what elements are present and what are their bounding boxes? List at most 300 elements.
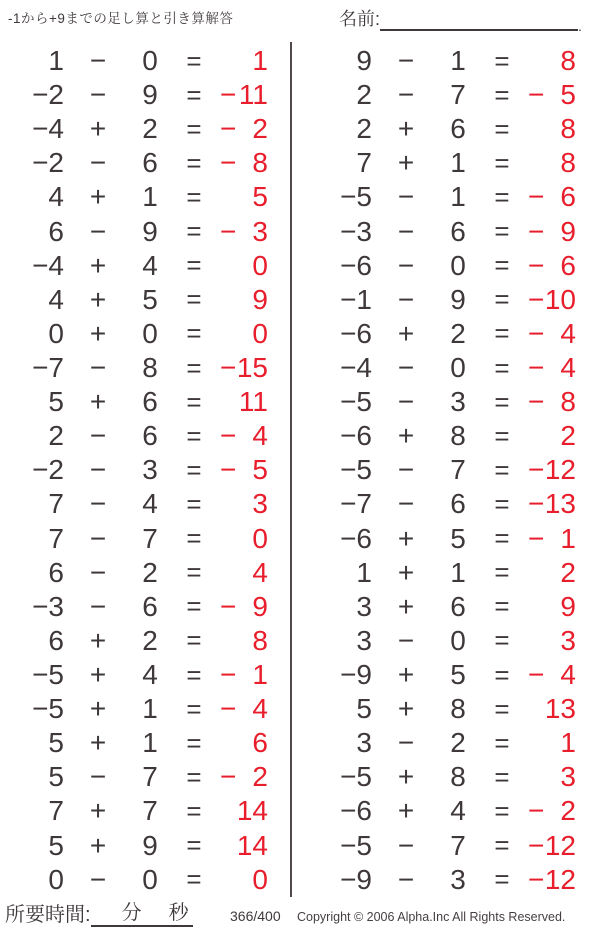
operator-sign: + — [397, 761, 415, 793]
problem-row — [308, 522, 598, 556]
answer-value: 9 — [252, 283, 268, 315]
operator-sign: + — [89, 386, 107, 418]
operand-b: 1 — [450, 45, 466, 77]
problem-row — [308, 215, 598, 249]
answer-minus-sign: − — [528, 386, 545, 418]
equals-sign: = — [186, 591, 202, 622]
answer — [528, 45, 576, 77]
operator-sign: − — [397, 727, 415, 759]
operator-sign: + — [89, 624, 107, 656]
problem-row — [308, 180, 598, 214]
answer — [528, 795, 576, 827]
column-divider-line — [290, 42, 292, 897]
operand-a: −5 — [340, 454, 372, 486]
problem-row — [0, 180, 290, 214]
equals-sign: = — [494, 147, 510, 178]
answer-value: 8 — [560, 113, 576, 145]
operand-b: 1 — [142, 727, 158, 759]
answer-minus-sign: − — [528, 181, 545, 213]
operand-a: −5 — [340, 761, 372, 793]
answer — [528, 693, 576, 725]
problem-row — [308, 794, 598, 828]
problem-row — [308, 419, 598, 453]
answer — [528, 181, 576, 213]
problem-row — [308, 146, 598, 180]
answer-value: 8 — [252, 624, 268, 656]
answer-value: 5 — [560, 79, 576, 111]
operand-a: 5 — [48, 386, 64, 418]
name-line-period: . — [578, 18, 582, 34]
answer — [528, 79, 576, 111]
operator-sign: + — [89, 113, 107, 145]
equals-sign: = — [494, 523, 510, 554]
operand-a: −6 — [340, 795, 372, 827]
problem-row — [0, 794, 290, 828]
answer-value: 9 — [560, 590, 576, 622]
operand-a: −6 — [340, 249, 372, 281]
answer-minus-sign: − — [528, 863, 545, 895]
operand-a: 0 — [48, 317, 64, 349]
operand-a: −9 — [340, 863, 372, 895]
equals-sign: = — [494, 693, 510, 724]
operand-a: −2 — [32, 454, 64, 486]
equals-sign: = — [186, 79, 202, 110]
operator-sign: − — [397, 863, 415, 895]
operand-b: 1 — [450, 181, 466, 213]
equals-sign: = — [494, 113, 510, 144]
worksheet-title: -1から+9までの足し算と引き算解答 — [8, 11, 234, 26]
answer-value: 14 — [236, 829, 268, 861]
answer — [528, 386, 576, 418]
operator-sign: + — [89, 727, 107, 759]
answer-value: 1 — [560, 522, 576, 554]
answer-value: 4 — [560, 317, 576, 349]
operand-b: 6 — [450, 488, 466, 520]
answer — [220, 625, 268, 657]
answer — [528, 216, 576, 248]
answer — [220, 727, 268, 759]
answer-value: 4 — [560, 659, 576, 691]
operand-b: 4 — [450, 795, 466, 827]
equals-sign: = — [494, 727, 510, 758]
operand-a: 6 — [48, 624, 64, 656]
operand-b: 0 — [142, 45, 158, 77]
operator-sign: + — [397, 590, 415, 622]
operand-a: −3 — [340, 215, 372, 247]
problem-row — [0, 590, 290, 624]
operand-a: −4 — [32, 113, 64, 145]
operator-sign: − — [397, 829, 415, 861]
operator-sign: + — [397, 522, 415, 554]
answer — [528, 727, 576, 759]
answer — [220, 557, 268, 589]
operator-sign: − — [397, 283, 415, 315]
operand-b: 2 — [142, 113, 158, 145]
operand-b: 9 — [142, 829, 158, 861]
answer-value: 0 — [252, 249, 268, 281]
equals-sign: = — [494, 864, 510, 895]
answer-minus-sign: − — [528, 317, 545, 349]
answer-value: 13 — [544, 488, 576, 520]
operator-sign: − — [397, 249, 415, 281]
operand-b: 1 — [142, 693, 158, 725]
operand-b: 7 — [450, 829, 466, 861]
problem-row — [0, 351, 290, 385]
operand-b: 0 — [450, 624, 466, 656]
equals-sign: = — [186, 795, 202, 826]
operator-sign: − — [89, 147, 107, 179]
answer — [220, 147, 268, 179]
answer — [220, 454, 268, 486]
name-label: 名前: — [339, 9, 381, 29]
problem-row — [0, 44, 290, 78]
equals-sign: = — [186, 386, 202, 417]
problem-row — [308, 863, 598, 897]
answer-minus-sign: − — [220, 79, 237, 111]
operand-b: 5 — [142, 283, 158, 315]
answer-minus-sign: − — [528, 522, 545, 554]
operand-b: 4 — [142, 488, 158, 520]
operand-a: 3 — [356, 727, 372, 759]
equals-sign: = — [494, 420, 510, 451]
operand-b: 2 — [142, 556, 158, 588]
answer — [220, 830, 268, 862]
equals-sign: = — [186, 693, 202, 724]
answer — [528, 284, 576, 316]
answer — [528, 488, 576, 520]
operator-sign: − — [89, 79, 107, 111]
operator-sign: − — [89, 420, 107, 452]
operand-b: 9 — [142, 79, 158, 111]
operand-b: 6 — [142, 386, 158, 418]
seconds-label: 秒 — [168, 902, 189, 924]
operand-a: 5 — [48, 727, 64, 759]
problem-row — [0, 726, 290, 760]
operand-b: 5 — [450, 522, 466, 554]
equals-sign: = — [186, 488, 202, 519]
problem-row — [0, 419, 290, 453]
equals-sign: = — [494, 45, 510, 76]
equals-sign: = — [186, 420, 202, 451]
operator-sign: − — [89, 488, 107, 520]
operator-sign: − — [397, 215, 415, 247]
answer-value: 15 — [236, 352, 268, 384]
operand-b: 6 — [142, 590, 158, 622]
operand-a: −6 — [340, 420, 372, 452]
operand-a: −5 — [32, 693, 64, 725]
answer — [220, 45, 268, 77]
equals-sign: = — [494, 386, 510, 417]
equals-sign: = — [186, 284, 202, 315]
operand-b: 2 — [142, 624, 158, 656]
answer — [220, 488, 268, 520]
equals-sign: = — [186, 830, 202, 861]
operand-b: 0 — [450, 249, 466, 281]
answer — [220, 181, 268, 213]
operand-a: −4 — [340, 352, 372, 384]
operator-sign: − — [89, 352, 107, 384]
equals-sign: = — [186, 352, 202, 383]
answer-value: 3 — [252, 488, 268, 520]
problem-row — [0, 283, 290, 317]
operator-sign: + — [89, 317, 107, 349]
operator-sign: − — [397, 624, 415, 656]
operand-a: −7 — [32, 352, 64, 384]
answer-value: 9 — [252, 590, 268, 622]
problem-row — [308, 658, 598, 692]
answer-value: 13 — [544, 693, 576, 725]
operand-b: 3 — [450, 863, 466, 895]
equals-sign: = — [494, 318, 510, 349]
operand-a: −6 — [340, 522, 372, 554]
equals-sign: = — [186, 454, 202, 485]
operand-a: 2 — [356, 79, 372, 111]
operand-b: 1 — [450, 556, 466, 588]
answer-minus-sign: − — [220, 693, 237, 725]
operator-sign: + — [89, 795, 107, 827]
answer-value: 11 — [238, 386, 268, 418]
equals-sign: = — [186, 113, 202, 144]
answer-value: 4 — [252, 693, 268, 725]
problem-row — [0, 692, 290, 726]
equals-sign: = — [186, 250, 202, 281]
answer — [220, 250, 268, 282]
problem-row — [308, 556, 598, 590]
operator-sign: + — [89, 249, 107, 281]
operator-sign: − — [89, 761, 107, 793]
operand-a: −5 — [340, 829, 372, 861]
operand-b: 7 — [450, 79, 466, 111]
operator-sign: − — [89, 556, 107, 588]
answer-minus-sign: − — [528, 488, 545, 520]
problem-row — [0, 78, 290, 112]
answer-value: 3 — [560, 624, 576, 656]
operator-sign: − — [397, 45, 415, 77]
problem-row — [0, 624, 290, 658]
elapsed-time-label: 所要時間: — [5, 904, 91, 926]
equals-sign: = — [494, 488, 510, 519]
answer-minus-sign: − — [528, 215, 545, 247]
operand-b: 6 — [450, 215, 466, 247]
problem-row — [0, 112, 290, 146]
operand-b: 3 — [450, 386, 466, 418]
answer — [220, 591, 268, 623]
operand-a: −1 — [340, 283, 372, 315]
answer — [220, 318, 268, 350]
answer — [220, 216, 268, 248]
footer — [0, 896, 600, 933]
elapsed-time-blank-line — [91, 901, 193, 927]
problem-row — [308, 283, 598, 317]
equals-sign: = — [186, 761, 202, 792]
operand-b: 0 — [142, 317, 158, 349]
operand-a: 6 — [48, 215, 64, 247]
equals-sign: = — [186, 557, 202, 588]
operator-sign: − — [397, 352, 415, 384]
operator-sign: − — [397, 79, 415, 111]
operand-a: 4 — [48, 181, 64, 213]
answer — [220, 761, 268, 793]
operand-a: 0 — [48, 863, 64, 895]
equals-sign: = — [494, 454, 510, 485]
answer-value: 8 — [252, 147, 268, 179]
problem-row — [0, 215, 290, 249]
answer-value: 5 — [252, 181, 268, 213]
operator-sign: + — [397, 693, 415, 725]
answer — [220, 79, 268, 111]
operand-b: 6 — [450, 113, 466, 145]
operator-sign: + — [89, 283, 107, 315]
equals-sign: = — [186, 864, 202, 895]
operator-sign: + — [89, 181, 107, 213]
problem-row — [308, 590, 598, 624]
operand-b: 2 — [450, 727, 466, 759]
problem-row — [308, 487, 598, 521]
answer-value: 2 — [560, 556, 576, 588]
equals-sign: = — [494, 284, 510, 315]
answer — [528, 113, 576, 145]
equals-sign: = — [494, 625, 510, 656]
problem-row — [0, 317, 290, 351]
answer-minus-sign: − — [220, 113, 237, 145]
answer-value: 9 — [560, 215, 576, 247]
equals-sign: = — [494, 795, 510, 826]
answer-minus-sign: − — [528, 659, 545, 691]
answer — [528, 454, 576, 486]
operator-sign: − — [89, 45, 107, 77]
operand-a: −7 — [340, 488, 372, 520]
answer-value: 1 — [560, 727, 576, 759]
answer-value: 12 — [544, 829, 576, 861]
operator-sign: + — [397, 659, 415, 691]
answer-value: 2 — [560, 795, 576, 827]
answer-minus-sign: − — [220, 352, 237, 384]
answer-value: 3 — [252, 215, 268, 247]
copyright-notice: Copyright © 2006 Alpha.Inc All Rights Reserved. — [297, 910, 566, 924]
operand-b: 4 — [142, 659, 158, 691]
answer-minus-sign: − — [220, 659, 237, 691]
operand-a: 7 — [356, 147, 372, 179]
answer-minus-sign: − — [220, 761, 237, 793]
operand-a: 5 — [48, 761, 64, 793]
answer-value: 12 — [544, 454, 576, 486]
answer-value: 1 — [252, 45, 268, 77]
operand-a: 1 — [356, 556, 372, 588]
answer-minus-sign: − — [528, 79, 545, 111]
problems-column-right — [308, 44, 598, 897]
operand-b: 5 — [450, 659, 466, 691]
operand-b: 2 — [450, 317, 466, 349]
operand-a: 3 — [356, 624, 372, 656]
equals-sign: = — [494, 557, 510, 588]
equals-sign: = — [494, 591, 510, 622]
operand-b: 4 — [142, 249, 158, 281]
operand-a: 7 — [48, 522, 64, 554]
answer — [528, 420, 576, 452]
problem-row — [0, 760, 290, 794]
problem-row — [308, 692, 598, 726]
equals-sign: = — [494, 79, 510, 110]
operand-a: 9 — [356, 45, 372, 77]
answer-value: 14 — [236, 795, 268, 827]
operator-sign: − — [89, 454, 107, 486]
equals-sign: = — [186, 318, 202, 349]
answer — [528, 591, 576, 623]
answer — [528, 147, 576, 179]
problem-row — [308, 317, 598, 351]
answer-value: 0 — [252, 317, 268, 349]
equals-sign: = — [186, 45, 202, 76]
answer-value: 1 — [252, 659, 268, 691]
operand-b: 8 — [450, 693, 466, 725]
answer — [528, 659, 576, 691]
answer-value: 4 — [252, 420, 268, 452]
operand-a: 5 — [48, 829, 64, 861]
answer-value: 6 — [560, 181, 576, 213]
operand-a: −2 — [32, 79, 64, 111]
equals-sign: = — [186, 216, 202, 247]
answer-minus-sign: − — [528, 829, 545, 861]
operand-a: −5 — [340, 386, 372, 418]
answer-value: 11 — [238, 79, 268, 111]
answer-value: 10 — [544, 283, 576, 315]
problem-row — [308, 351, 598, 385]
operator-sign: + — [89, 659, 107, 691]
operator-sign: − — [89, 522, 107, 554]
problems-column-left — [0, 44, 290, 897]
answer-minus-sign: − — [220, 215, 237, 247]
equals-sign: = — [494, 250, 510, 281]
operand-b: 8 — [450, 420, 466, 452]
answer-minus-sign: − — [528, 249, 545, 281]
equals-sign: = — [186, 727, 202, 758]
answer-value: 3 — [560, 761, 576, 793]
answer-minus-sign: − — [528, 795, 545, 827]
operand-b: 6 — [450, 590, 466, 622]
answer — [220, 795, 268, 827]
answer-value: 2 — [252, 761, 268, 793]
operand-a: 4 — [48, 283, 64, 315]
answer-value: 2 — [252, 113, 268, 145]
answer-value: 4 — [252, 556, 268, 588]
answer-value: 2 — [560, 420, 576, 452]
answer-minus-sign: − — [528, 352, 545, 384]
operand-b: 9 — [450, 283, 466, 315]
problem-row — [0, 829, 290, 863]
operator-sign: + — [397, 147, 415, 179]
problem-row — [308, 760, 598, 794]
problem-row — [308, 112, 598, 146]
operand-a: −5 — [32, 659, 64, 691]
answer — [220, 352, 268, 384]
problem-row — [308, 453, 598, 487]
name-field — [339, 5, 582, 34]
answer-value: 8 — [560, 45, 576, 77]
problem-row — [0, 522, 290, 556]
problem-row — [0, 863, 290, 897]
operand-b: 1 — [142, 181, 158, 213]
problem-row — [308, 829, 598, 863]
equals-sign: = — [494, 181, 510, 212]
operand-a: −5 — [340, 181, 372, 213]
equals-sign: = — [186, 523, 202, 554]
answer — [528, 864, 576, 896]
problem-row — [0, 487, 290, 521]
answer — [220, 659, 268, 691]
answer-minus-sign: − — [220, 420, 237, 452]
operator-sign: − — [397, 386, 415, 418]
answer — [220, 693, 268, 725]
